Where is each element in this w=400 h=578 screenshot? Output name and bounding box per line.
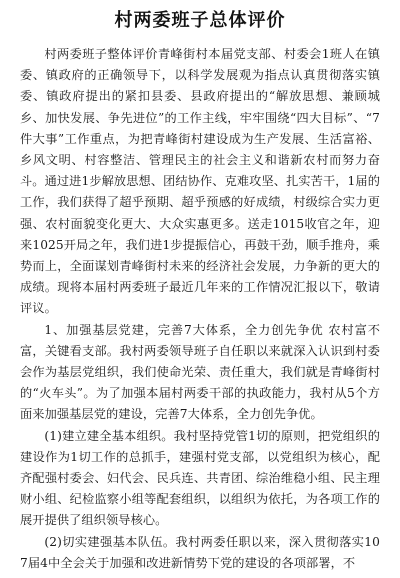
paragraph-party-building: 1、加强基层党建，完善7大体系，全力创先争优 农村富不富，关键看支部。我村两委领导班子自任职以来就深入认识到村委会作为基层党组织，我们使命光荣、责任重大，我们就是青峰街村的“火车头”。为了加强本届村两委干部的执政能力，我村从5个方面来加强基层党的建设，完善7大体系，全力创先争优。	[20, 322, 380, 422]
paragraph-basic-team: (2)切实建强基本队伍。我村两委任职以来，深入贯彻落实107届4中全会关于加强和改进新情势下党的建设的各项部署，不	[20, 534, 380, 570]
paragraph-basic-organization: (1)建立建全基本组织。我村坚持党管1切的原则，把党组织的建设作为1切工作的总抓手，建强村党支部，以党组织为核心，配齐配强村委会、妇代会、民兵连、共青团、综治维稳小组、民主理财小组、纪检监察小组等配套组织，以组织为依托，为各项工作的展开提供了组织领导核心。	[20, 428, 380, 528]
paragraph-intro: 村两委班子整体评价青峰街村本届党支部、村委会1班人在镇委、镇政府的正确领导下，以科学发展观为指点认真贯彻落实镇委、镇政府提出的紧扣县委、县政府提出的“解放思想、兼顾城乡、加快发展、争先进位”的工作主线，牢牢围绕“四大目标”、“7件大事”工作重点，为把青峰街村建设成为生产发展、生活富裕、乡风文明、村容整洁、管理民主的社会主义和谐新农村而努力奋斗。通过进1步解放思想、团结协作、克难攻坚、扎实苦干，1届的工作，我们获得了超乎预期、超乎预感的好成绩，村级综合实力更强、农村面貌变化更大、大众实惠更多。送走1015收官之年，迎来1025开局之年，我们进1步提振信心，再鼓干劲，顺手推舟，乘势而上，全面谋划青峰街村未来的经济社会发展，力争新的更大的成绩。现将本届村两委班子最近几年来的工作情况汇报以下，敬请评议。	[20, 47, 380, 316]
document-title: 村两委班子总体评价	[114, 10, 286, 31]
